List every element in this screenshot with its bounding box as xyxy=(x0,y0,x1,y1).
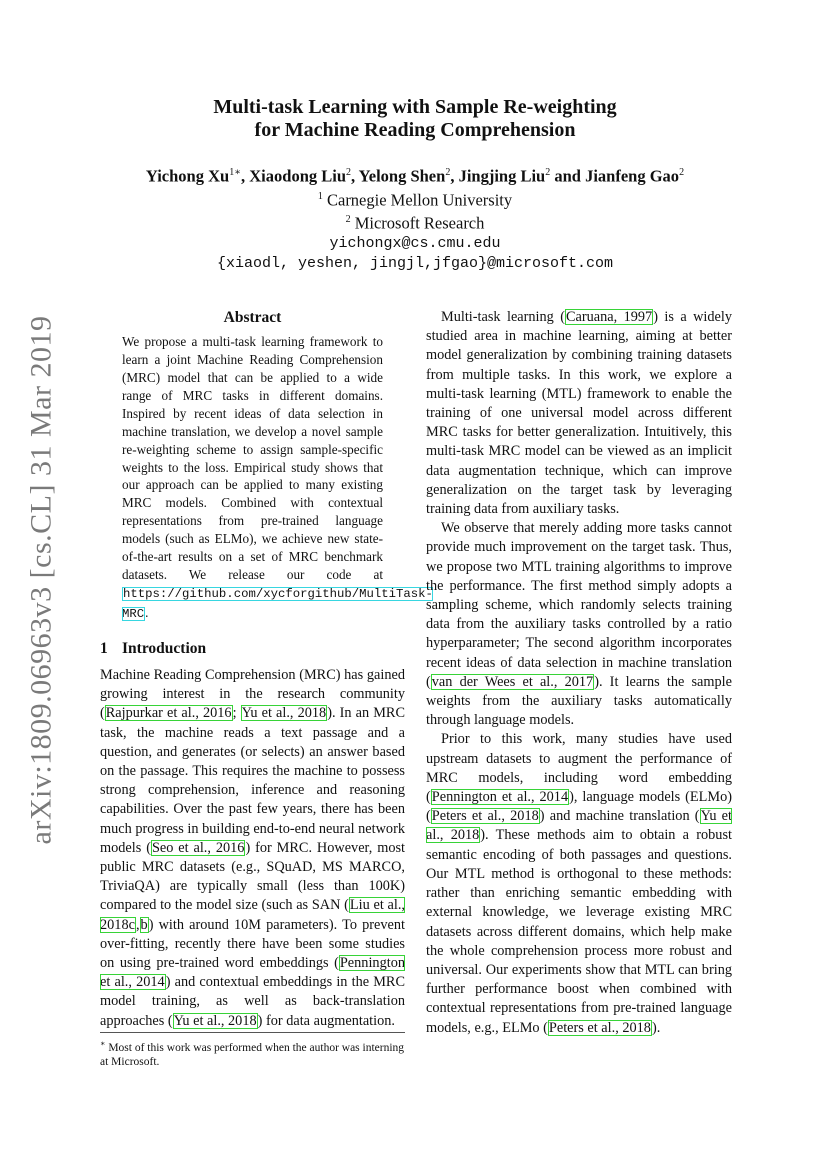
right-column xyxy=(426,308,732,1038)
citation-link[interactable]: Peters et al., 2018 xyxy=(431,808,539,825)
citation-link[interactable]: Yu et al., 2018 xyxy=(426,808,733,844)
section-heading-introduction xyxy=(100,639,405,658)
text-run: ) is a widely studied area in machine learning, aiming at better model generalization by combining training datasets from multiple tasks. In this work, we explore a multi-task learning (MTL) framework to enable the training of one universal model across different MRC tasks for better generalization. Intuitively, this multi-task MRC model can be viewed as an implicit data augmentation technique, which can improve generalization on the target task by leveraging training data from auxiliary tasks. xyxy=(426,309,733,518)
text-run: ). In an MRC task, the machine reads a text passage and a question, and generates (or selects) an answer based on the passage. This requires the machine to possess strong comprehension, inference and reasoning capabilities. Over the past few years, there has been much progress in building end-to-end neural network models ( xyxy=(100,705,405,856)
author-4-affil: 2 xyxy=(545,167,551,178)
text-run: ). xyxy=(651,1019,661,1036)
title-line-2: for Machine Reading Comprehension xyxy=(254,119,576,141)
text-run: ) for MRC. However, most public MRC datasets (e.g., SQuAD, MS MARCO, TriviaQA) are typically small (less than 100K) compared to the model size (such as SAN ( xyxy=(100,839,406,914)
text-run: Multi-task learning ( xyxy=(441,309,565,325)
author-5-affil: 2 xyxy=(679,167,685,178)
right-paragraph-1 xyxy=(426,308,732,519)
abstract-heading: Abstract xyxy=(223,309,282,326)
affiliation-1-mark: 1 xyxy=(317,190,323,202)
citation-link[interactable]: Caruana, 1997 xyxy=(566,309,653,325)
citation-link[interactable]: Yu et al., 2018 xyxy=(173,1012,257,1029)
citation-link[interactable]: Pennington et al., 2014 xyxy=(431,789,569,806)
affiliation-2-name: Microsoft Research xyxy=(354,213,485,233)
citation-link[interactable]: Pennington et al., 2014 xyxy=(100,954,405,991)
citation-link[interactable]: b xyxy=(140,916,148,933)
footnote-mark: ∗ xyxy=(100,1039,106,1048)
citation-link[interactable]: Peters et al., 2018 xyxy=(548,1019,651,1036)
arxiv-stamp xyxy=(18,300,64,860)
paper-title xyxy=(100,96,730,142)
right-paragraph-2 xyxy=(426,519,732,730)
text-run: Machine Reading Comprehension (MRC) has gained growing interest in the research community ( xyxy=(100,666,405,722)
abstract-end: . xyxy=(145,604,149,620)
affiliation-1 xyxy=(100,187,730,211)
affiliation-1-name: Carnegie Mellon University xyxy=(326,190,513,209)
author-2: Xiaodong Liu xyxy=(249,166,347,186)
author-names: Yichong $Xu^{1∗}$, Xiaodong Liu$^2$, Yelong Shen$^2$, Jingjing Liu$^2$ and Jianfeng Gao$^2$ xyxy=(145,166,685,186)
author-block xyxy=(100,163,730,274)
footnote-text xyxy=(100,1039,405,1069)
affiliation-2-mark: 2 xyxy=(345,214,351,225)
author-1-footnote-mark[interactable]: ∗ xyxy=(234,167,242,178)
text-run: ) and contextual embeddings in the MRC model training, as well as back-translation approaches ( xyxy=(100,974,406,1029)
citation-link[interactable]: Yu et al., 2018 xyxy=(241,705,327,722)
text-run: ), language models (ELMo) ( xyxy=(426,789,732,825)
footnote xyxy=(100,1032,405,1070)
citation-link[interactable]: Liu et al., 2018c xyxy=(100,897,405,933)
text-run: We observe that merely adding more tasks cannot provide much improvement on the target task. Thus, we propose two MTL training algorithms to improve the performance. The first method simply adopts a sampling scheme, which randomly selects training data from the auxiliary tasks controlled by a ratio hyperparameter; The second algorithm incorporates recent ideas of data selection in machine translation ( xyxy=(426,520,732,690)
author-1-affil: 1 xyxy=(229,167,235,178)
author-1: Yichong Xu xyxy=(145,166,230,186)
text-run: ). These methods aim to obtain a robust semantic encoding of both passages and questions. Our MTL method is orthogonal to these methods: rather than enriching semantic embedding with external knowledge, we leverage existing MRC datasets across different domains, which help make the whole comprehension process more robust and universal. Our experiments show that MTL can bring further performance boost when combined with contextual representations from pre-trained language models, e.g., ELMo ( xyxy=(426,827,732,1036)
author-3-affil: 2 xyxy=(445,167,451,178)
author-4: Jingjing Liu xyxy=(458,166,546,186)
left-column xyxy=(100,308,433,1031)
abstract-text xyxy=(122,333,433,624)
text-run: Prior to this work, many studies have used upstream datasets to augment the performance of MRC models, including word embedding ( xyxy=(426,731,732,806)
citation-link[interactable]: van der Wees et al., 2017 xyxy=(431,673,594,690)
right-paragraph-3 xyxy=(426,730,732,1037)
author-2-affil: 2 xyxy=(346,167,352,178)
author-5: Jianfeng Gao xyxy=(585,166,680,186)
intro-paragraph-1 xyxy=(100,666,405,1031)
email-1: yichongx@cs.cmu.edu xyxy=(329,234,501,252)
section-number: 1 xyxy=(100,639,108,657)
title-line-1: Multi-task Learning with Sample Re-weighting xyxy=(213,96,617,118)
author-3: Yelong Shen xyxy=(358,166,446,186)
text-run: ) with around 10M parameters). To prevent over-fitting, recently there have been some studies on using pre-trained word embeddings ( xyxy=(100,916,405,971)
email-2: {xiaodl, yeshen, jingjl,jfgao}@microsoft.com xyxy=(216,254,614,272)
text-run: , xyxy=(135,916,140,933)
affiliation-2 xyxy=(100,210,730,234)
text-run: ) and machine translation ( xyxy=(539,808,700,825)
arxiv-identifier: arXiv:1809.06963v3 [cs.CL] 31 Mar 2019 xyxy=(24,315,57,845)
footnote-body: Most of this work was performed when the author was interning at Microsoft. xyxy=(100,1041,405,1069)
text-run: ). It learns the sample weights from the auxiliary tasks automatically through language models. xyxy=(426,673,732,729)
text-run: ; xyxy=(232,705,241,722)
author-and: and xyxy=(554,166,581,186)
text-run: ) for data augmentation. xyxy=(257,1012,395,1029)
citation-link[interactable]: Seo et al., 2016 xyxy=(151,839,245,856)
section-title: Introduction xyxy=(122,639,207,657)
abstract-body: We propose a multi-task learning framework to learn a joint Machine Reading Comprehension (MRC) model that can be applied to a wide range of MRC tasks in different domains. Inspired by recent ideas of data selection in machine translation, we develop a novel sample re-weighting scheme to assign sample-specific weights to the loss. Empirical study shows that our approach can be applied to many existing MRC models. Combined with contextual representations from pre-trained language models (such as ELMo), we achieve new state-of-the-art results on a set of MRC benchmark datasets. We release our code at xyxy=(122,334,383,582)
citation-link[interactable]: Rajpurkar et al., 2016 xyxy=(105,705,232,722)
code-url-link[interactable]: https://github.com/xycforgithub/MultiTask-MRC xyxy=(122,586,433,621)
